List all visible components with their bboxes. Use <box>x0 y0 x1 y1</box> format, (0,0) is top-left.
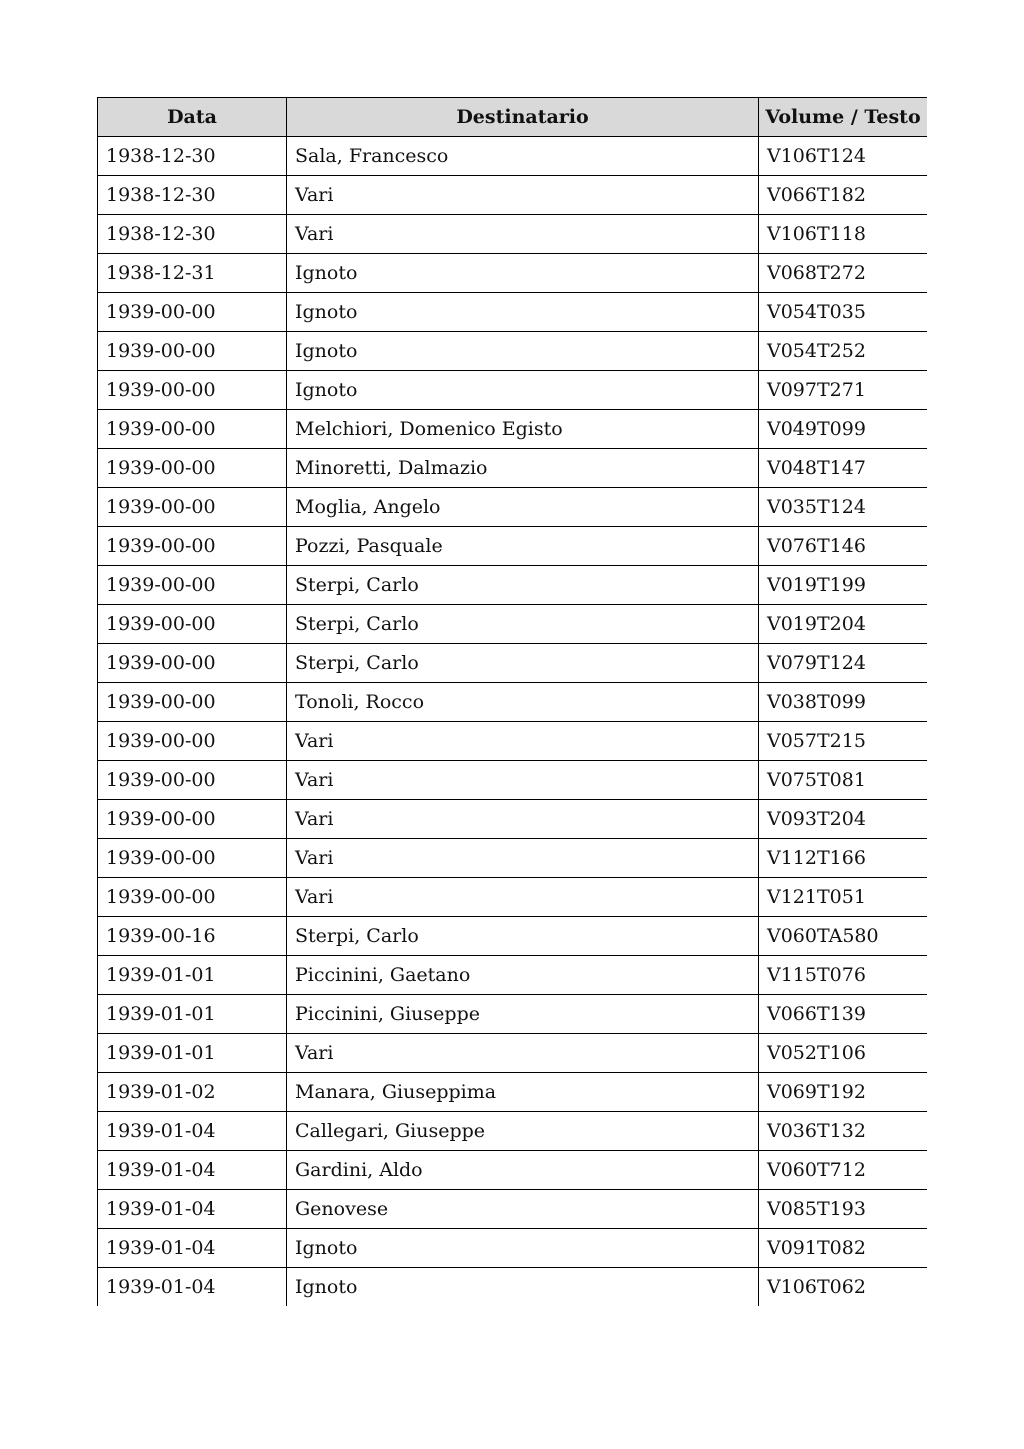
cell-date: 1939-01-01 <box>98 1034 287 1073</box>
table-row <box>98 644 928 683</box>
cell-date: 1939-00-00 <box>98 761 287 800</box>
cell-volume: V038T099 <box>759 683 928 722</box>
cell-recipient: Piccinini, Gaetano <box>287 956 759 995</box>
cell-recipient: Sterpi, Carlo <box>287 605 759 644</box>
cell-recipient: Genovese <box>287 1190 759 1229</box>
column-header-recipient: Destinatario <box>287 98 759 137</box>
cell-date: 1939-01-04 <box>98 1151 287 1190</box>
document-page <box>97 97 927 1311</box>
table-row <box>98 449 928 488</box>
table-row <box>98 722 928 761</box>
cell-recipient: Callegari, Giuseppe <box>287 1112 759 1151</box>
table-row <box>98 1073 928 1112</box>
cell-recipient: Ignoto <box>287 293 759 332</box>
cell-date: 1939-00-00 <box>98 722 287 761</box>
cell-date: 1939-00-00 <box>98 878 287 917</box>
cell-date: 1939-00-16 <box>98 917 287 956</box>
cell-volume: V054T252 <box>759 332 928 371</box>
cell-recipient: Ignoto <box>287 254 759 293</box>
cell-recipient: Tonoli, Rocco <box>287 683 759 722</box>
cell-recipient: Vari <box>287 800 759 839</box>
cell-date: 1939-00-00 <box>98 332 287 371</box>
cell-date: 1938-12-30 <box>98 215 287 254</box>
cell-recipient: Manara, Giuseppima <box>287 1073 759 1112</box>
table-row <box>98 605 928 644</box>
cell-date: 1939-00-00 <box>98 644 287 683</box>
cell-recipient: Vari <box>287 761 759 800</box>
table-row <box>98 137 928 176</box>
cell-volume: V112T166 <box>759 839 928 878</box>
cell-recipient: Ignoto <box>287 371 759 410</box>
cell-recipient: Vari <box>287 1034 759 1073</box>
cell-volume: V097T271 <box>759 371 928 410</box>
cell-date: 1939-01-04 <box>98 1112 287 1151</box>
cell-date: 1938-12-30 <box>98 176 287 215</box>
cell-date: 1939-01-04 <box>98 1268 287 1307</box>
table-row <box>98 1034 928 1073</box>
cell-volume: V048T147 <box>759 449 928 488</box>
cell-volume: V085T193 <box>759 1190 928 1229</box>
cell-volume: V106T124 <box>759 137 928 176</box>
cell-volume: V036T132 <box>759 1112 928 1151</box>
table-row <box>98 839 928 878</box>
cell-recipient: Ignoto <box>287 1268 759 1307</box>
cell-date: 1939-00-00 <box>98 800 287 839</box>
cell-date: 1939-01-01 <box>98 956 287 995</box>
table-row <box>98 800 928 839</box>
cell-recipient: Vari <box>287 215 759 254</box>
cell-date: 1939-00-00 <box>98 449 287 488</box>
table-row <box>98 410 928 449</box>
table-body <box>98 137 928 1307</box>
cell-volume: V075T081 <box>759 761 928 800</box>
cell-recipient: Pozzi, Pasquale <box>287 527 759 566</box>
column-header-date: Data <box>98 98 287 137</box>
cell-recipient: Piccinini, Giuseppe <box>287 995 759 1034</box>
cell-recipient: Vari <box>287 176 759 215</box>
table-row <box>98 917 928 956</box>
cell-volume: V121T051 <box>759 878 928 917</box>
cell-date: 1939-00-00 <box>98 488 287 527</box>
table-row <box>98 566 928 605</box>
table-row <box>98 332 928 371</box>
table-row <box>98 956 928 995</box>
table-row <box>98 1151 928 1190</box>
cell-recipient: Moglia, Angelo <box>287 488 759 527</box>
cell-recipient: Sterpi, Carlo <box>287 917 759 956</box>
cell-date: 1939-01-04 <box>98 1229 287 1268</box>
table-row <box>98 761 928 800</box>
cell-volume: V068T272 <box>759 254 928 293</box>
table-header-row <box>98 98 928 137</box>
cell-recipient: Gardini, Aldo <box>287 1151 759 1190</box>
cell-recipient: Ignoto <box>287 332 759 371</box>
cell-date: 1939-00-00 <box>98 293 287 332</box>
table-row <box>98 371 928 410</box>
cell-volume: V091T082 <box>759 1229 928 1268</box>
cell-date: 1939-00-00 <box>98 566 287 605</box>
cell-volume: V066T139 <box>759 995 928 1034</box>
cell-volume: V106T062 <box>759 1268 928 1307</box>
cell-date: 1939-00-00 <box>98 527 287 566</box>
table-row <box>98 527 928 566</box>
cell-recipient: Ignoto <box>287 1229 759 1268</box>
cell-volume: V076T146 <box>759 527 928 566</box>
cell-recipient: Melchiori, Domenico Egisto <box>287 410 759 449</box>
cell-date: 1939-01-04 <box>98 1190 287 1229</box>
column-header-volume: Volume / Testo <box>759 98 928 137</box>
cell-date: 1939-00-00 <box>98 683 287 722</box>
cell-volume: V069T192 <box>759 1073 928 1112</box>
cell-volume: V079T124 <box>759 644 928 683</box>
cell-volume: V049T099 <box>759 410 928 449</box>
table-row <box>98 878 928 917</box>
cell-volume: V019T204 <box>759 605 928 644</box>
cell-recipient: Sala, Francesco <box>287 137 759 176</box>
cell-recipient: Sterpi, Carlo <box>287 566 759 605</box>
cell-recipient: Vari <box>287 839 759 878</box>
cell-date: 1939-00-00 <box>98 371 287 410</box>
cell-volume: V019T199 <box>759 566 928 605</box>
cell-recipient: Minoretti, Dalmazio <box>287 449 759 488</box>
cell-volume: V057T215 <box>759 722 928 761</box>
table-row <box>98 995 928 1034</box>
cell-date: 1939-00-00 <box>98 605 287 644</box>
table-row <box>98 293 928 332</box>
table-row <box>98 176 928 215</box>
table-row <box>98 215 928 254</box>
table-row <box>98 1112 928 1151</box>
table-row <box>98 1268 928 1307</box>
cell-date: 1938-12-31 <box>98 254 287 293</box>
cell-volume: V052T106 <box>759 1034 928 1073</box>
cell-volume: V093T204 <box>759 800 928 839</box>
cell-date: 1939-01-02 <box>98 1073 287 1112</box>
cell-recipient: Vari <box>287 722 759 761</box>
table-row <box>98 683 928 722</box>
cell-volume: V066T182 <box>759 176 928 215</box>
letters-table <box>97 97 927 1306</box>
table-row <box>98 254 928 293</box>
cell-date: 1939-00-00 <box>98 410 287 449</box>
cell-volume: V060T712 <box>759 1151 928 1190</box>
cell-date: 1938-12-30 <box>98 137 287 176</box>
table-row <box>98 1229 928 1268</box>
table-row <box>98 1190 928 1229</box>
cell-volume: V035T124 <box>759 488 928 527</box>
cell-volume: V106T118 <box>759 215 928 254</box>
cell-volume: V115T076 <box>759 956 928 995</box>
cell-recipient: Sterpi, Carlo <box>287 644 759 683</box>
cell-recipient: Vari <box>287 878 759 917</box>
cell-volume: V060TA580 <box>759 917 928 956</box>
table-row <box>98 488 928 527</box>
cell-date: 1939-00-00 <box>98 839 287 878</box>
cell-volume: V054T035 <box>759 293 928 332</box>
cell-date: 1939-01-01 <box>98 995 287 1034</box>
